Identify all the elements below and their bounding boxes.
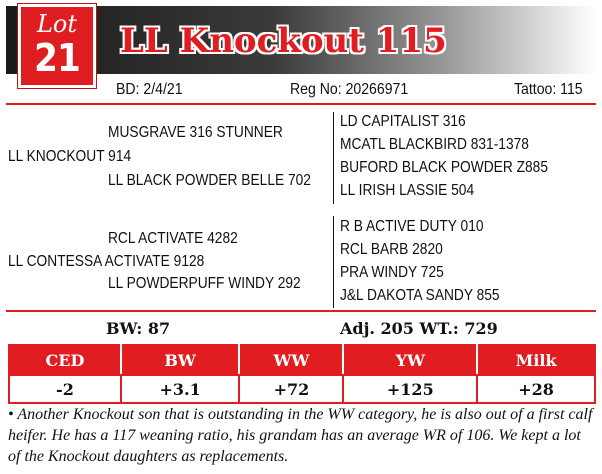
- divider: [6, 103, 596, 105]
- birth-weight: BW: 87: [106, 319, 171, 338]
- sire-dam: LL BLACK POWDER BELLE 702: [108, 172, 311, 189]
- epd-header-bw: BW: [121, 345, 240, 375]
- birth-date: BD: 2/4/21: [116, 81, 183, 98]
- epd-header-yw: YW: [343, 345, 477, 375]
- animal-title: LL Knockout 115: [120, 21, 447, 61]
- epd-table: [8, 344, 596, 404]
- epd-header-ced: CED: [9, 345, 121, 375]
- epd-value-milk: +28: [477, 375, 595, 403]
- ancestor: BUFORD BLACK POWDER Z885: [340, 159, 548, 176]
- epd-header-ww: WW: [239, 345, 343, 375]
- description-note: • Another Knockout son that is outstanding in the WW category, he is also out of a first calf heifer. He has a 117 weaning ratio, his grandam has an average WR of 106. We kept a lot of the Knockout daughters as replacements.: [8, 406, 593, 465]
- info-row: [6, 78, 596, 102]
- lot-number: 21: [34, 36, 80, 80]
- sire-sire: MUSGRAVE 316 STUNNER: [108, 124, 283, 141]
- sire: LL KNOCKOUT 914: [8, 148, 132, 165]
- tattoo: Tattoo: 115: [514, 81, 583, 98]
- dam-sire: RCL ACTIVATE 4282: [108, 230, 238, 247]
- adjusted-205-weight: Adj. 205 WT.: 729: [340, 319, 498, 338]
- ancestor: MCATL BLACKBIRD 831-1378: [340, 136, 529, 153]
- ancestor: LL IRISH LASSIE 504: [340, 182, 475, 199]
- ancestor: LD CAPITALIST 316: [340, 113, 466, 130]
- pedigree-bracket: [333, 112, 334, 204]
- epd-header-row: [9, 345, 595, 375]
- pedigree-bracket: [333, 216, 334, 308]
- registration-number: Reg No: 20266971: [290, 81, 409, 98]
- epd-value-bw: +3.1: [121, 375, 240, 403]
- lot-badge: [18, 4, 96, 88]
- epd-value-ww: +72: [239, 375, 343, 403]
- epd-header-milk: Milk: [477, 345, 595, 375]
- dam-dam: LL POWDERPUFF WINDY 292: [108, 275, 301, 292]
- lot-label: Lot: [36, 10, 78, 38]
- dam: LL CONTESSA ACTIVATE 9128: [8, 253, 205, 270]
- ancestor: RCL BARB 2820: [340, 241, 443, 258]
- ancestor: J&L DAKOTA SANDY 855: [340, 287, 500, 304]
- epd-value-row: [9, 375, 595, 403]
- divider: [6, 310, 596, 312]
- epd-value-ced: -2: [9, 375, 121, 403]
- epd-value-yw: +125: [343, 375, 477, 403]
- ancestor: R B ACTIVE DUTY 010: [340, 218, 484, 235]
- ancestor: PRA WINDY 725: [340, 264, 444, 281]
